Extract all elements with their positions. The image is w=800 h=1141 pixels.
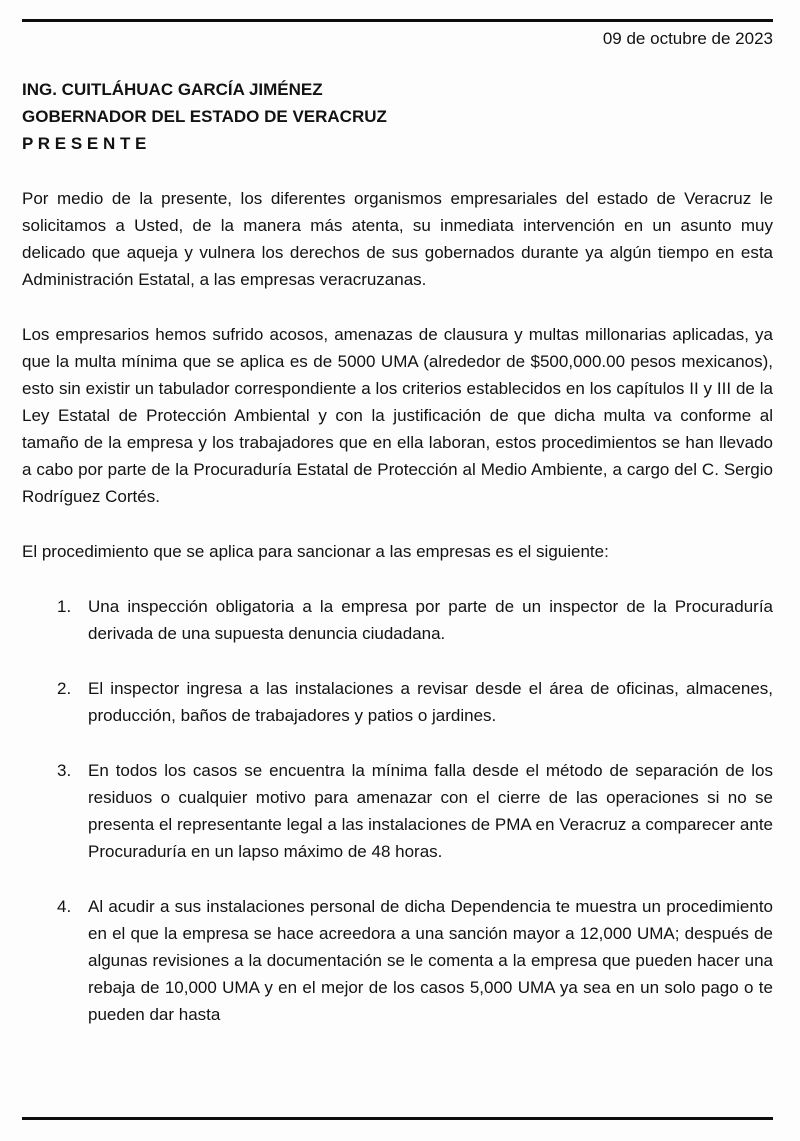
recipient-title: GOBERNADOR DEL ESTADO DE VERACRUZ (22, 107, 387, 126)
list-item (22, 593, 773, 647)
recipient-salutation: P R E S E N T E (22, 134, 147, 153)
list-item-text: En todos los casos se encuentra la mínima falla desde el método de separación de los residuos o cualquier motivo para amenazar con el cierre de las operaciones si no se presenta el representante legal a las instalaciones de PMA en Veracruz a comparecer ante Procuraduría en un lapso máximo de 48 horas. (88, 761, 773, 861)
body-paragraph-1: Por medio de la presente, los diferentes organismos empresariales del estado de Veracruz le solicitamos a Usted, de la manera más atenta, su inmediata intervención en un asunto muy delicado que aqueja y vulnera los derechos de sus gobernados durante ya algún tiempo en esta Administración Estatal, a las empresas veracruzanas. (22, 189, 773, 289)
bottom-rule-divider (22, 1117, 773, 1120)
list-item-number: 1. (57, 597, 72, 616)
body-paragraph-3: El procedimiento que se aplica para sancionar a las empresas es el siguiente: (22, 542, 609, 561)
recipient-block (22, 76, 773, 157)
list-item-text: El inspector ingresa a las instalaciones a revisar desde el área de oficinas, almacenes, producción, baños de trabajadores y patios o jardines. (88, 679, 773, 725)
list-item-number: 4. (57, 897, 72, 916)
list-item-text: Una inspección obligatoria a la empresa por parte de un inspector de la Procuraduría derivada de una supuesta denuncia ciudadana. (88, 597, 773, 643)
top-rule-divider (22, 19, 773, 22)
letter-date: 09 de octubre de 2023 (602, 29, 773, 48)
list-item (22, 757, 773, 865)
list-item (22, 893, 773, 1028)
list-item-text: Al acudir a sus instalaciones personal de dicha Dependencia te muestra un procedimiento en el que la empresa se hace acreedora a una sanción mayor a 12,000 UMA; después de algunas revisiones a la documentación se le comenta a la empresa que pueden hacer una rebaja de 10,000 UMA y en el mejor de los casos 5,000 UMA ya sea en un solo pago o te pueden dar hasta (88, 897, 773, 1024)
list-item-number: 3. (57, 761, 72, 780)
procedure-list (22, 593, 773, 1028)
list-item (22, 675, 773, 729)
recipient-name: ING. CUITLÁHUAC GARCÍA JIMÉNEZ (22, 80, 323, 99)
body-paragraph-2: Los empresarios hemos sufrido acosos, amenazas de clausura y multas millonarias aplicadas, ya que la multa mínima que se aplica es de 5000 UMA (alrededor de $500,000.00 pesos mexicanos), esto sin existir un tabulador correspondiente a los criterios establecidos en los capítulos II y III de la Ley Estatal de Protección Ambiental y con la justificación de que dicha multa va conforme al tamaño de la empresa y los trabajadores que en ella laboran, estos procedimientos se han llevado a cabo por parte de la Procuraduría Estatal de Protección al Medio Ambiente, a cargo del C. Sergio Rodríguez Cortés. (22, 325, 773, 506)
list-item-number: 2. (57, 679, 72, 698)
